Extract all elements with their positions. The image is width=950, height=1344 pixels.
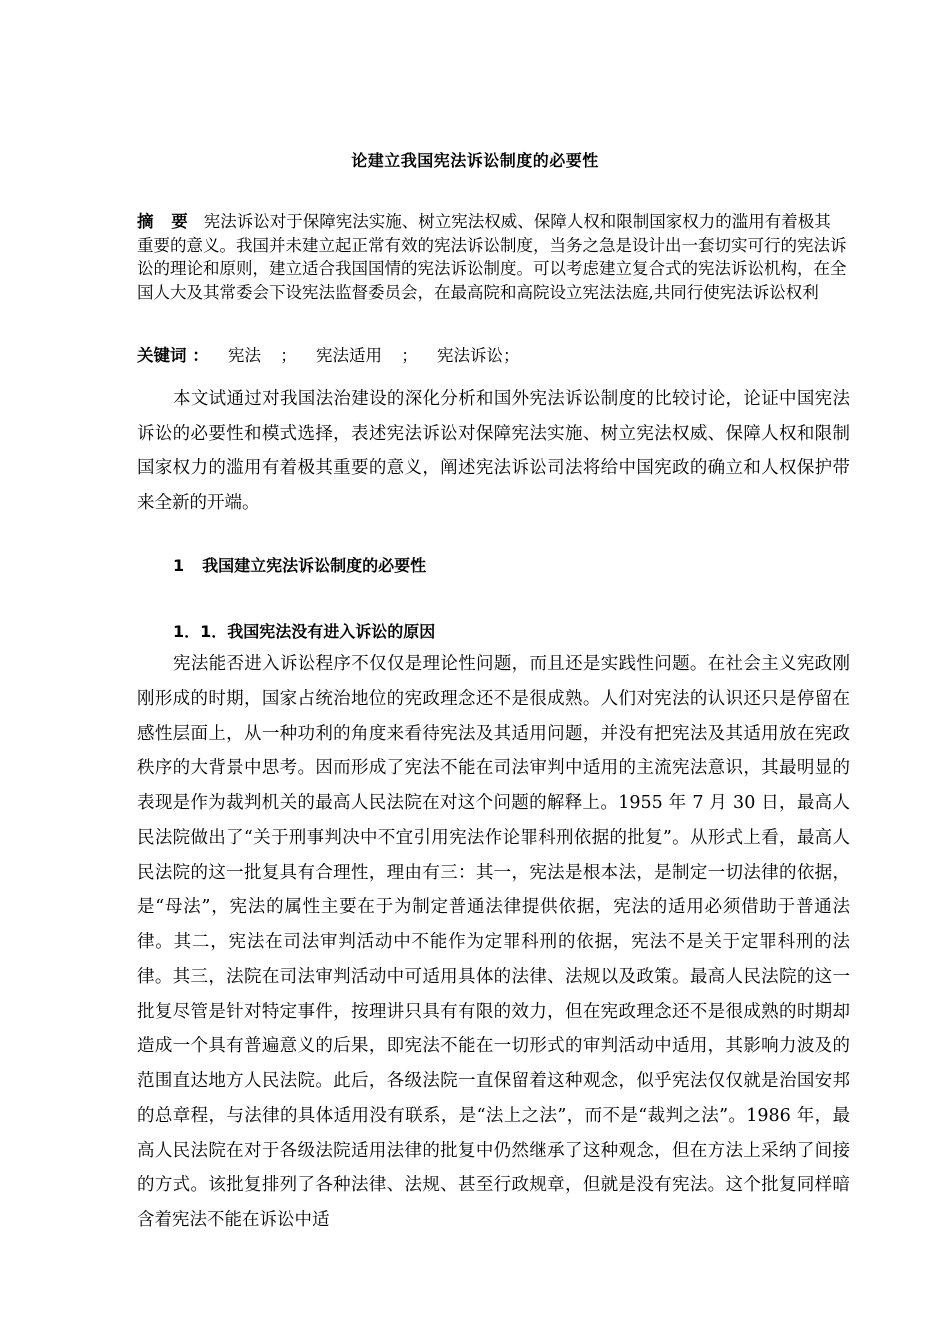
section-number: 1: [173, 556, 185, 575]
abstract: [137, 210, 847, 304]
keywords-label: 关键词 ：: [137, 346, 209, 365]
keyword-1: 宪法: [228, 346, 261, 365]
intro-paragraph: 本文试通过对我国法治建设的深化分析和国外宪法诉讼制度的比较讨论，论证中国宪法诉讼的必要性和模式选择，表述宪法诉讼对保障宪法实施、树立宪法权威、保障人权和限制国家权力的滥用有着极其重要的意义，阐述宪法诉讼司法将给中国宪政的确立和人权保护带来全新的开端。: [137, 389, 850, 513]
keyword-separator: ；: [401, 346, 418, 365]
subsection-heading: 1．1．我国宪法没有进入诉讼的原因: [173, 622, 436, 641]
keywords: [137, 344, 520, 368]
body-paragraph: 宪法能否进入诉讼程序不仅仅是理论性问题，而且还是实践性问题。在社会主义宪政刚刚形成的时期，国家占统治地位的宪政理念还不是很成熟。人们对宪法的认识还只是停留在感性层面上，从一种功利的角度来看待宪法及其适用问题，并没有把宪法及其适用放在宪政秩序的大背景中思考。因而形成了宪法不能在司法审判中适用的主流宪法意识，其最明显的表现是作为裁判机关的最高人民法院在对这个问题的解释上。1955 年 7 月 30 日，最高人民法院做出了“关于刑事判决中不宜引用宪法作论罪科刑依据的批复”。从形式上看，最高人民法院的这一批复具有合理性，理由有三：其一，宪法是根本法，是制定一切法律的依据，是“母法”，宪法的属性主要在于为制定普通法律提供依据，宪法的适用必须借助于普通法律。其二，宪法在司法审判活动中不能作为定罪科刑的依据，宪法不是关于定罪科刑的法律。其三，法院在司法审判活动中可适用具体的法律、法规以及政策。最高人民法院的这一批复尽管是针对特定事件，按理讲只具有有限的效力，但在宪政理念还不是很成熟的时期却造成一个具有普遍意义的后果，即宪法不能在一切形式的审判活动中适用，其影响力波及的范围直达地方人民法院。此后，各级法院一直保留着这种观念，似乎宪法仅仅就是治国安邦的总章程，与法律的具体适用没有联系，是“法上之法”，而不是“裁判之法”。1986 年，最高人民法院在对于各级法院适用法律的批复中仍然继承了这种观念，但在方法上采纳了间接的方式。该批复排列了各种法律、法规、甚至行政规章，但就是没有宪法。这个批复同样暗含着宪法不能在诉讼中适: [137, 654, 850, 1230]
keyword-separator: ；: [280, 346, 297, 365]
abstract-label: 摘 要: [137, 212, 194, 231]
document-title: 论建立我国宪法诉讼制度的必要性: [351, 151, 599, 170]
abstract-text: 宪法诉讼对于保障宪法实施、树立宪法权威、保障人权和限制国家权力的滥用有着极其重要的意义。我国并未建立起正常有效的宪法诉讼制度，当务之急是设计出一套切实可行的宪法诉讼的理论和原则，建立适合我国国情的宪法诉讼制度。可以考虑建立复合式的宪法诉讼机构，在全国人大及其常委会下设宪法监督委员会，在最高院和高院设立宪法法庭,共同行使宪法诉讼权利: [137, 212, 847, 302]
section-title: 我国建立宪法诉讼制度的必要性: [202, 556, 427, 575]
keyword-2: 宪法适用: [316, 346, 382, 365]
section-heading: [173, 553, 426, 576]
keyword-3: 宪法诉讼；: [437, 346, 520, 365]
